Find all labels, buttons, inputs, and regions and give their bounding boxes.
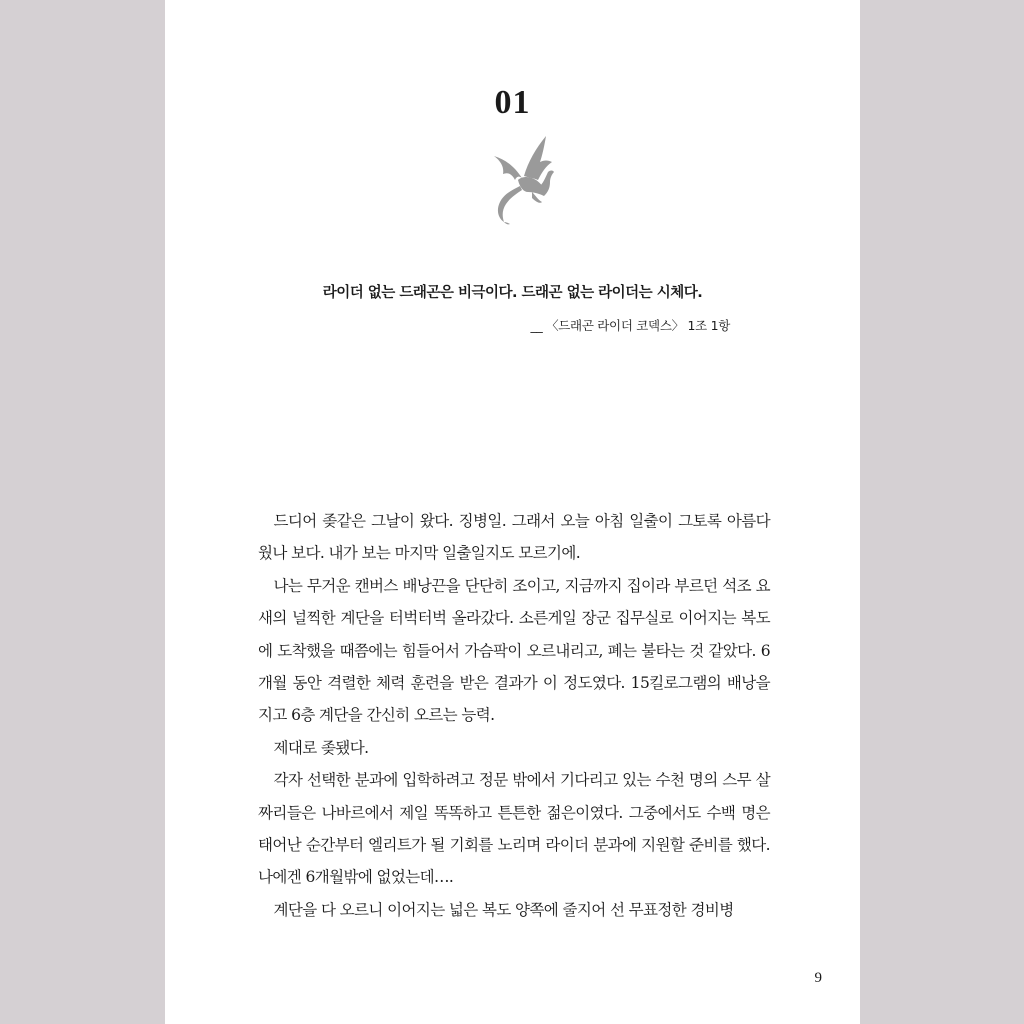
chapter-number: 01 <box>494 84 531 121</box>
page-number: 9 <box>814 970 822 986</box>
book-page <box>165 0 860 1024</box>
epigraph-source: __ 〈드래곤 라이더 코덱스〉 1조 1항 <box>530 318 730 333</box>
paragraph: 나는 무거운 캔버스 배낭끈을 단단히 조이고, 지금까지 집이라 부르던 석조 요새의 널찍한 계단을 터벅터벅 올라갔다. 소른게일 장군 집무실로 이어지는 복도에 도착했을 때쯤에는 힘들어서 가슴팍이 오르내리고, 폐는 불타는 것 같았다. 6개월 동안 격렬한 체력 훈련을 받은 결과가 이 정도였다. 15킬로그램의 배낭을 지고 6층 계단을 간신히 오르는 능력. <box>258 576 770 725</box>
epigraph-quote: 라이더 없는 드래곤은 비극이다. 드래곤 없는 라이더는 시체다. <box>322 285 703 301</box>
body-text <box>258 505 770 926</box>
dragon-icon <box>488 132 560 228</box>
paragraph: 각자 선택한 분과에 입학하려고 정문 밖에서 기다리고 있는 수천 명의 스무 살짜리들은 나바르에서 제일 똑똑하고 튼튼한 젊은이였다. 그중에서도 수백 명은 태어난 순간부터 엘리트가 될 기회를 노리며 라이더 분과에 지원할 준비를 했다. 나에겐 6개월밖에 없었는데…. <box>258 771 770 887</box>
paragraph: 계단을 다 오르니 이어지는 넓은 복도 양쪽에 줄지어 선 무표정한 경비병 <box>273 900 734 919</box>
paragraph: 제대로 좆됐다. <box>273 738 369 757</box>
paragraph: 드디어 좆같은 그날이 왔다. 징병일. 그래서 오늘 아침 일출이 그토록 아름다웠나 보다. 내가 보는 마지막 일출일지도 모르기에. <box>258 512 770 563</box>
